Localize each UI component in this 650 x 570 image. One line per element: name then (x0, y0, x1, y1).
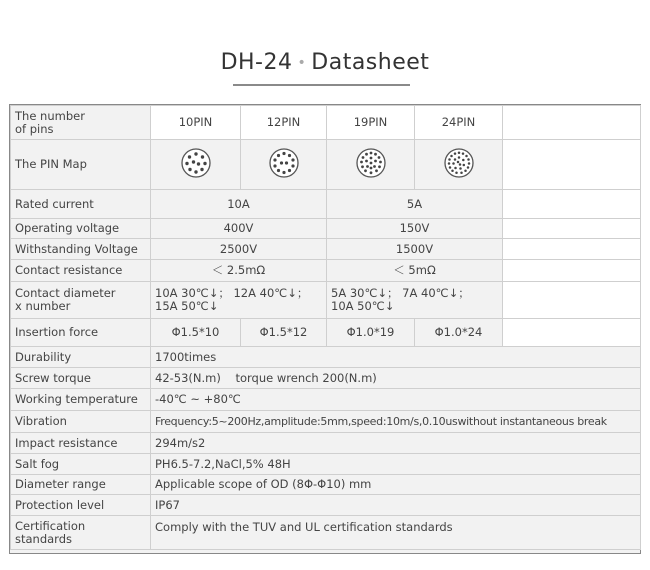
value-cell: 5A 30℃↓； 7A 40℃↓； 10A 50℃↓ (327, 282, 503, 319)
value-cell: 1700times (151, 347, 641, 368)
row-label: Working temperature (11, 389, 151, 411)
empty-cell (503, 260, 641, 282)
row-label: Contact resistance (11, 260, 151, 282)
value-cell: -40℃ ~ +80℃ (151, 389, 641, 411)
empty-cell (503, 219, 641, 239)
value-cell: 2500V (151, 239, 327, 260)
row-label: The number of pins (11, 106, 151, 140)
value-cell: PH6.5-7.2,NaCl,5% 48H (151, 454, 641, 475)
value-cell: 10A (151, 190, 327, 219)
table-row (11, 411, 641, 433)
pin-map-24-icon (443, 147, 475, 179)
value-cell: Φ1.5*10 (151, 319, 241, 347)
value-cell: 1500V (327, 239, 503, 260)
table-row (11, 319, 641, 347)
value-cell: Φ1.0*19 (327, 319, 415, 347)
table-row (11, 219, 641, 239)
row-label: Insertion force (11, 319, 151, 347)
row-label: Impact resistance (11, 433, 151, 454)
pin-count-cell: 24PIN (415, 106, 503, 140)
value-cell: Applicable scope of OD (8Φ-Φ10) mm (151, 475, 641, 495)
value-cell: ＜ 2.5mΩ (151, 260, 327, 282)
empty-cell (503, 239, 641, 260)
pin-map-cell (241, 140, 327, 190)
empty-cell (503, 106, 641, 140)
row-label: Rated current (11, 190, 151, 219)
title-sub: Datasheet (311, 50, 430, 75)
title-separator: • (297, 55, 307, 71)
empty-cell (503, 319, 641, 347)
pin-map-12-icon (268, 147, 300, 179)
row-label: Certification standards (11, 516, 151, 550)
value-cell: 42-53(N.m) torque wrench 200(N.m) (151, 368, 641, 389)
table-row (11, 106, 641, 140)
empty-cell (503, 190, 641, 219)
value-cell: 400V (151, 219, 327, 239)
table-row (11, 475, 641, 495)
pin-count-cell: 10PIN (151, 106, 241, 140)
pin-map-19-icon (355, 147, 387, 179)
row-label: Screw torque (11, 368, 151, 389)
datasheet-table (10, 105, 641, 550)
row-label: Durability (11, 347, 151, 368)
table-row (11, 389, 641, 411)
value-cell: Comply with the TUV and UL certification standards (151, 516, 641, 550)
row-label: Vibration (11, 411, 151, 433)
datasheet-table-frame (9, 104, 641, 554)
table-row (11, 140, 641, 190)
value-cell: 10A 30℃↓； 12A 40℃↓； 15A 50℃↓ (151, 282, 327, 319)
pin-map-cell (415, 140, 503, 190)
pin-count-cell: 12PIN (241, 106, 327, 140)
row-label: Protection level (11, 495, 151, 516)
pin-map-cell (327, 140, 415, 190)
value-cell: ＜ 5mΩ (327, 260, 503, 282)
pin-count-cell: 19PIN (327, 106, 415, 140)
row-label: Operating voltage (11, 219, 151, 239)
empty-cell (503, 140, 641, 190)
table-row (11, 454, 641, 475)
row-label: Diameter range (11, 475, 151, 495)
pin-map-10-icon (180, 147, 212, 179)
table-row (11, 495, 641, 516)
empty-cell (503, 282, 641, 319)
title-main: DH-24 (220, 50, 293, 75)
table-row (11, 282, 641, 319)
table-row (11, 190, 641, 219)
table-row (11, 368, 641, 389)
row-label: Contact diameter x number (11, 282, 151, 319)
pin-map-cell (151, 140, 241, 190)
table-row (11, 239, 641, 260)
row-label: Salt fog (11, 454, 151, 475)
value-cell: Φ1.5*12 (241, 319, 327, 347)
value-cell: 294m/s2 (151, 433, 641, 454)
page-title (0, 50, 650, 75)
value-cell: Frequency:5~200Hz,amplitude:5mm,speed:10m/s,0.10uswithout instantaneous break (151, 411, 641, 433)
row-label: The PIN Map (11, 140, 151, 190)
value-cell: IP67 (151, 495, 641, 516)
value-cell: 5A (327, 190, 503, 219)
value-cell: 150V (327, 219, 503, 239)
table-row (11, 260, 641, 282)
table-row (11, 516, 641, 550)
table-row (11, 433, 641, 454)
value-cell: Φ1.0*24 (415, 319, 503, 347)
table-row (11, 347, 641, 368)
title-underline (233, 84, 410, 86)
row-label: Withstanding Voltage (11, 239, 151, 260)
